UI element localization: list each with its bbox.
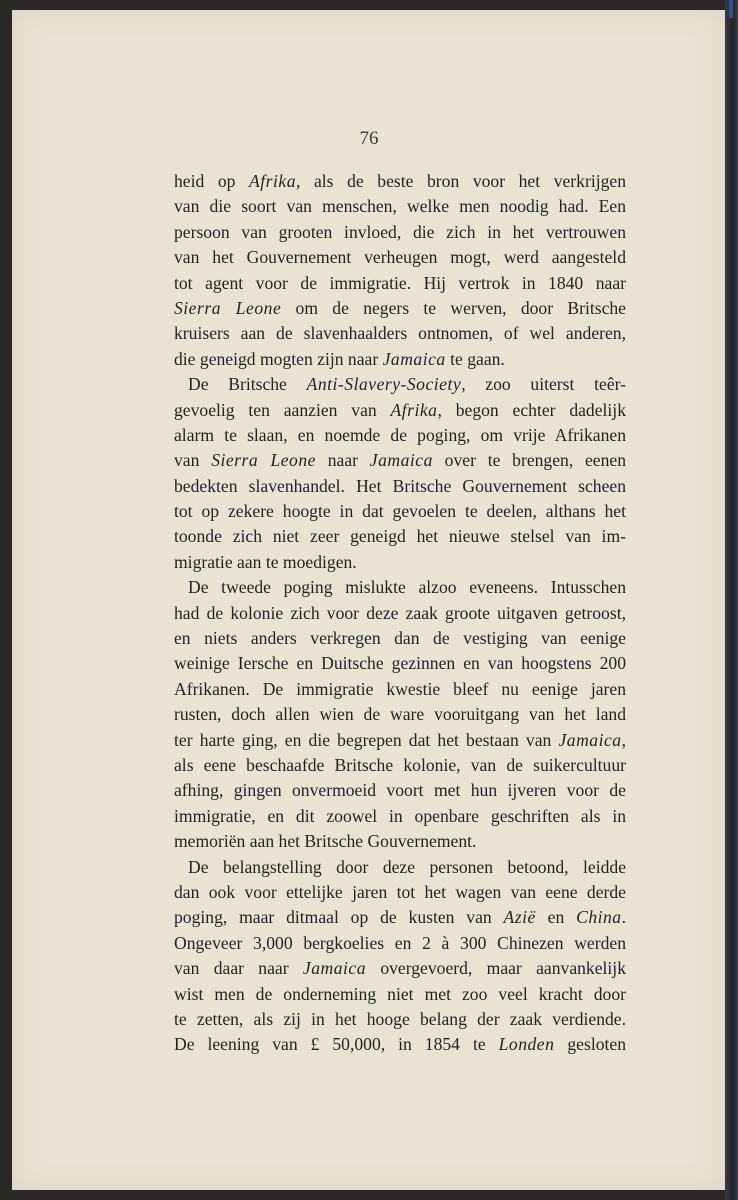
italic-term: Sierra Leone bbox=[174, 297, 282, 318]
text-line bbox=[174, 601, 626, 626]
italic-term: Afrika bbox=[390, 399, 438, 420]
text-run: gesloten bbox=[554, 1034, 626, 1055]
text-line bbox=[174, 880, 626, 905]
italic-term: Sierra Leone bbox=[211, 450, 316, 471]
text-run: weinige Iersche en Duitsche gezinnen en van hoogstens 200 bbox=[174, 653, 626, 674]
text-line bbox=[174, 804, 626, 829]
text-line bbox=[174, 271, 626, 296]
text-line bbox=[174, 956, 626, 981]
text-line bbox=[174, 905, 626, 930]
italic-term: Afrika bbox=[249, 171, 297, 191]
text-line bbox=[174, 220, 626, 245]
text-run: kruisers aan de slavenhaalders ontnomen, of wel anderen, bbox=[174, 323, 626, 344]
text-run: Ongeveer 3,000 bergkoelies en 2 à 300 Chinezen werden bbox=[174, 932, 626, 953]
text-run: dan ook voor ettelijke jaren tot het wagen van eene derde bbox=[174, 881, 626, 902]
text-run: alarm te slaan, en noemde de poging, om vrije Afrikanen bbox=[174, 424, 626, 445]
text-line bbox=[174, 372, 626, 397]
text-line bbox=[174, 448, 626, 473]
text-line bbox=[174, 677, 626, 702]
text-run: , bbox=[621, 729, 626, 750]
text-line bbox=[174, 753, 626, 778]
text-run: en bbox=[535, 907, 577, 928]
text-line bbox=[174, 194, 626, 219]
text-line bbox=[174, 575, 626, 600]
text-run: tot agent voor de immigratie. Hij vertrok in 1840 naar bbox=[174, 272, 626, 293]
text-run: afhing, gingen onvermoeid voort met hun ijveren voor de bbox=[174, 780, 626, 801]
italic-term: Anti-Slavery-Society bbox=[306, 374, 462, 395]
text-line bbox=[174, 651, 626, 676]
text-line bbox=[174, 550, 626, 575]
text-line bbox=[174, 245, 626, 270]
text-run: , zoo uiterst teêr- bbox=[461, 374, 626, 395]
text-line bbox=[174, 931, 626, 956]
text-run: van daar naar bbox=[174, 958, 303, 979]
text-run: tot op zekere hoogte in dat gevoelen te deelen, althans het bbox=[174, 501, 626, 522]
text-run: poging, maar ditmaal op de kusten van bbox=[174, 907, 504, 928]
text-line bbox=[174, 524, 626, 549]
text-line bbox=[174, 347, 626, 372]
text-run: van die soort van menschen, welke men noodig had. Een bbox=[174, 196, 626, 217]
text-line bbox=[174, 778, 626, 803]
text-run: om de negers te werven, door Britsche bbox=[281, 297, 626, 318]
text-run: De leening van £ 50,000, in 1854 te bbox=[174, 1034, 499, 1055]
body-text bbox=[174, 169, 626, 1058]
text-run: , als de beste bron voor het verkrijgen bbox=[296, 171, 626, 191]
text-run: heid op bbox=[174, 171, 250, 191]
text-run: bedekten slavenhandel. Het Britsche Gouvernement scheen bbox=[174, 475, 626, 496]
text-run: te gaan. bbox=[445, 348, 505, 369]
text-line bbox=[174, 829, 626, 854]
italic-term: Jamaica bbox=[558, 729, 622, 750]
text-run: . bbox=[621, 907, 626, 928]
italic-term: China bbox=[576, 907, 622, 928]
text-line bbox=[174, 728, 626, 753]
text-run: ter harte ging, en die begrepen dat het bestaan van bbox=[174, 729, 559, 750]
page-edge-accent bbox=[729, 0, 733, 18]
italic-term: Londen bbox=[498, 1034, 555, 1055]
text-run: te zetten, als zij in het hooge belang der zaak verdiende. bbox=[174, 1008, 626, 1029]
italic-term: Azië bbox=[503, 907, 536, 928]
text-run: immigratie, en dit zoowel in openbare geschriften als in bbox=[174, 805, 626, 826]
text-run: persoon van grooten invloed, die zich in het vertrouwen bbox=[174, 221, 626, 242]
text-run: had de kolonie zich voor deze zaak groote uitgaven getroost, bbox=[174, 602, 626, 623]
text-line bbox=[174, 1007, 626, 1032]
text-run: die geneigd mogten zijn naar bbox=[174, 348, 383, 369]
page-edge-strip bbox=[725, 0, 738, 1200]
italic-term: Jamaica bbox=[369, 450, 433, 471]
text-run: De Britsche bbox=[188, 374, 307, 395]
text-run: wist men de onderneming niet met zoo veel kracht door bbox=[174, 983, 626, 1004]
text-run: De tweede poging mislukte alzoo eveneens. Intusschen bbox=[188, 577, 626, 598]
text-run: memoriën aan het Britsche Gouvernement. bbox=[174, 831, 477, 852]
text-run: gevoelig ten aanzien van bbox=[174, 399, 391, 420]
text-run: en niets anders verkregen dan de vestiging van eenige bbox=[174, 628, 626, 649]
text-line bbox=[174, 626, 626, 651]
text-run: overgevoerd, maar aanvankelijk bbox=[366, 958, 626, 979]
text-run: migratie aan te moedigen. bbox=[174, 551, 357, 572]
text-run: van het Gouvernement verheugen mogt, werd aangesteld bbox=[174, 247, 626, 268]
text-run: naar bbox=[315, 450, 370, 471]
text-run: van bbox=[174, 450, 212, 471]
text-line bbox=[174, 321, 626, 346]
text-line bbox=[174, 499, 626, 524]
text-line bbox=[174, 474, 626, 499]
text-run: toonde zich niet zeer geneigd het nieuwe stelsel van im- bbox=[174, 526, 626, 547]
text-run: over te brengen, eenen bbox=[432, 450, 626, 471]
text-run: , begon echter dadelijk bbox=[437, 399, 626, 420]
text-line bbox=[174, 1032, 626, 1057]
text-line bbox=[174, 855, 626, 880]
text-line bbox=[174, 423, 626, 448]
text-run: Afrikanen. De immigratie kwestie bleef nu eenige jaren bbox=[174, 678, 626, 699]
italic-term: Jamaica bbox=[302, 958, 366, 979]
text-line bbox=[174, 296, 626, 321]
text-run: rusten, doch allen wien de ware vooruitgang van het land bbox=[174, 704, 626, 725]
italic-term: Jamaica bbox=[382, 348, 446, 369]
text-run: De belangstelling door deze personen betoond, leidde bbox=[188, 856, 626, 877]
page-number: 76 bbox=[359, 128, 379, 149]
text-run: als eene beschaafde Britsche kolonie, van de suikercultuur bbox=[174, 754, 626, 775]
text-line bbox=[174, 702, 626, 727]
text-line bbox=[174, 169, 626, 194]
text-line bbox=[174, 398, 626, 423]
text-line bbox=[174, 982, 626, 1007]
